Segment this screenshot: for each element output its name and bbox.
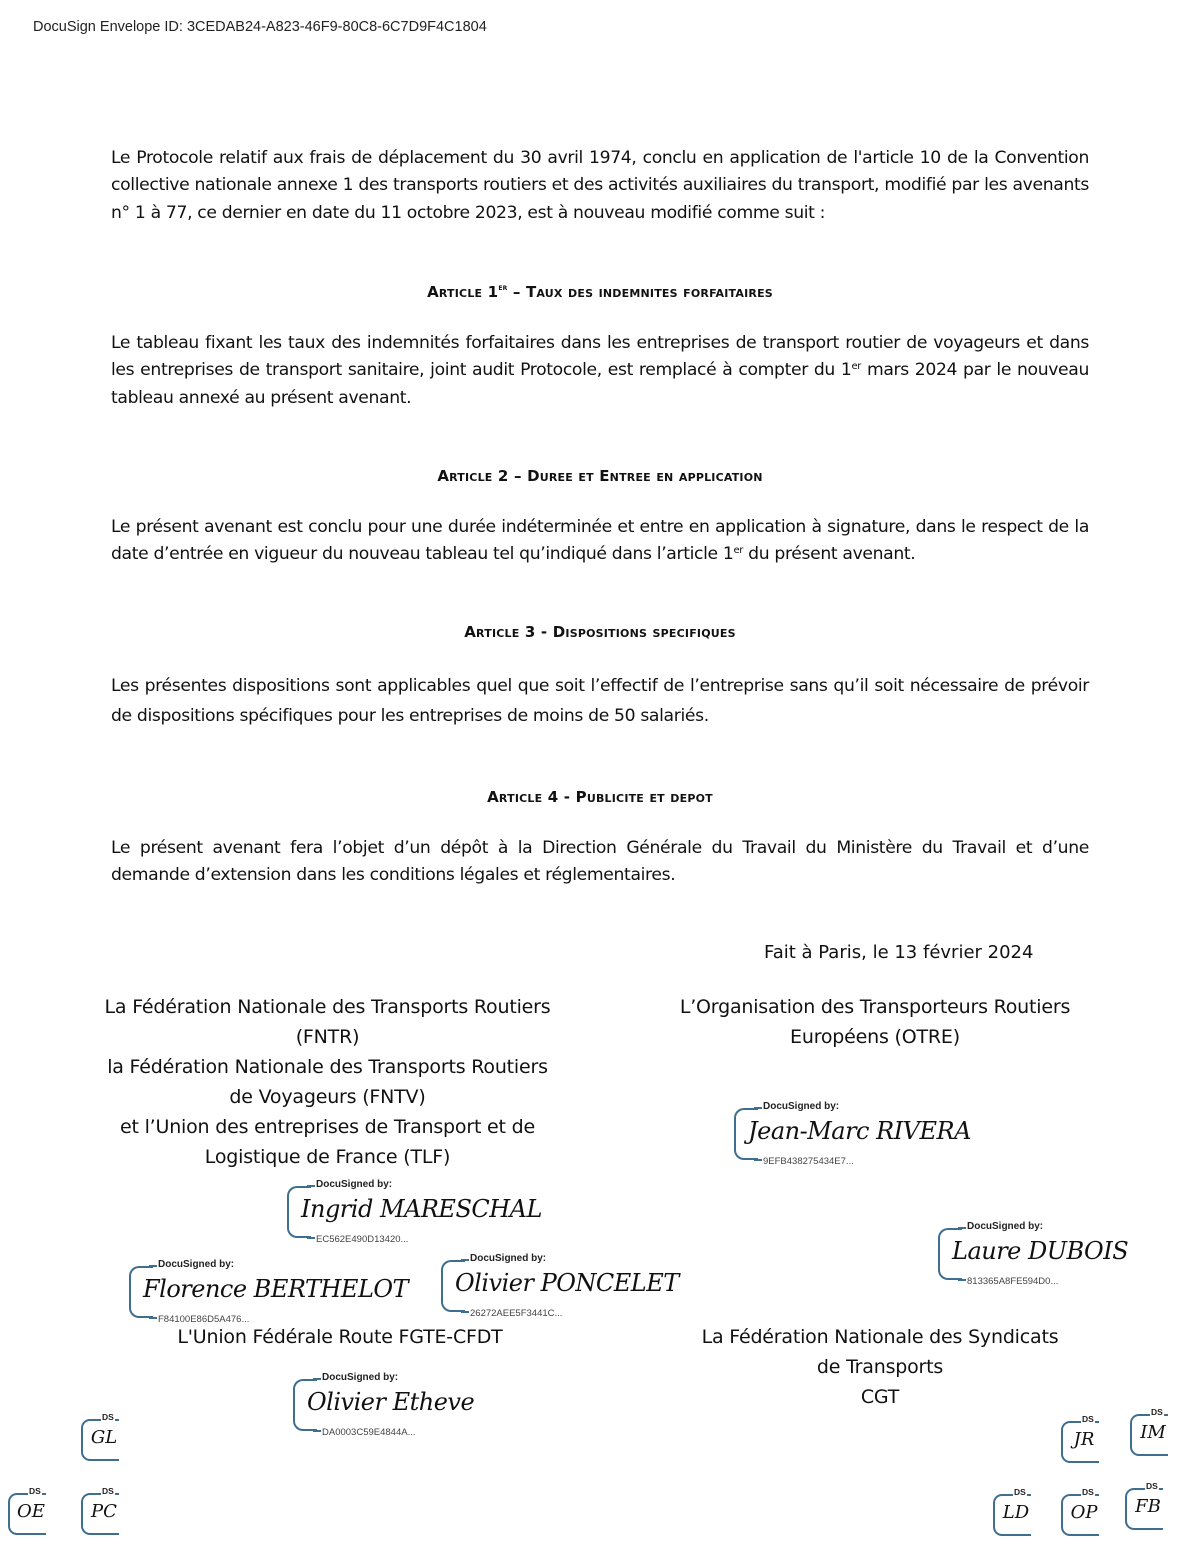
- initials-value: JR: [1073, 1429, 1095, 1450]
- intro-paragraph: Le Protocole relatif aux frais de déplacement du 30 avril 1974, conclu en application de l'article 10 de la Convention collective nationale annexe 1 des transports routiers et des activités auxiliaires du transport, modifié par les avenants n° 1 à 77, ce dernier en date du 11 octobre 2023, est à nouveau modifié comme suit :: [111, 148, 1089, 223]
- signature-name: Ingrid MARESCHAL: [301, 1195, 542, 1223]
- initials-value: IM: [1140, 1422, 1166, 1443]
- initials-label: DS: [1151, 1407, 1163, 1417]
- docusign-label: DocuSigned by:: [470, 1253, 547, 1264]
- signatory-cgt: [660, 1322, 1100, 1412]
- initials-label: DS: [102, 1412, 114, 1422]
- article-2-body-sup: er: [733, 545, 744, 557]
- signature-name: Olivier PONCELET: [455, 1269, 679, 1297]
- initials-value: FB: [1135, 1496, 1161, 1517]
- article-2-body-rest: du présent avenant.: [743, 544, 916, 565]
- signatory-line: La Fédération Nationale des Syndicats: [701, 1326, 1059, 1348]
- signature-hash: 813365A8FE594D0...: [967, 1276, 1059, 1287]
- signatory-line: Européens (OTRE): [790, 1026, 960, 1048]
- signatory-cfdt: L'Union Fédérale Route FGTE-CFDT: [177, 1326, 503, 1348]
- signatory-line: L’Organisation des Transporteurs Routiers: [679, 996, 1071, 1018]
- article-1-body-rest: mars 2024 par le nouveau tableau annexé au présent avenant.: [111, 360, 1090, 408]
- signatory-line: CGT: [860, 1386, 900, 1408]
- docusign-label: DocuSigned by:: [322, 1372, 399, 1383]
- initials-label: DS: [1082, 1487, 1094, 1497]
- initials-label: DS: [1014, 1487, 1026, 1497]
- initials-box-pc: [81, 1487, 125, 1535]
- initials-value: OP: [1070, 1502, 1098, 1523]
- article-1-body: [111, 330, 1089, 412]
- signature-name: Laure DUBOIS: [952, 1237, 1129, 1265]
- place-and-date: Fait à Paris, le 13 février 2024: [764, 942, 1034, 963]
- signatory-otre: [640, 992, 1110, 1052]
- initials-value: LD: [1002, 1502, 1030, 1523]
- docusign-label: DocuSigned by:: [967, 1221, 1044, 1232]
- initials-box-ld: [993, 1488, 1037, 1536]
- signatory-line: La Fédération Nationale des Transports Routiers: [104, 996, 551, 1018]
- docusign-label: DocuSigned by:: [763, 1101, 840, 1112]
- signatory-line: de Transports: [816, 1356, 944, 1378]
- docusign-signature-poncelet: [441, 1253, 679, 1319]
- article-2-body: [111, 514, 1089, 569]
- signature-hash: EC562E490D13420...: [316, 1234, 409, 1245]
- signature-hash: 26272AEE5F3441C...: [470, 1308, 563, 1319]
- initials-value: PC: [91, 1501, 117, 1522]
- signature-name: Florence BERTHELOT: [143, 1275, 409, 1303]
- signature-name: Olivier Etheve: [307, 1388, 475, 1416]
- article-1-body-sup: er: [851, 361, 862, 373]
- article-1-body-text: Le tableau fixant les taux des indemnités forfaitaires dans les entreprises de transport routier de voyageurs et dans les entreprises de transport sanitaire, joint audit Protocole, est remplacé à compter du 1: [111, 333, 1089, 381]
- docusign-label: DocuSigned by:: [158, 1259, 235, 1270]
- docusign-signature-etheve: [293, 1372, 475, 1438]
- initials-box-fb: [1125, 1482, 1169, 1530]
- initials-value: OE: [17, 1501, 45, 1522]
- initials-box-gl: [81, 1413, 125, 1461]
- docusign-envelope-id: DocuSign Envelope ID: 3CEDAB24-A823-46F9-80C8-6C7D9F4C1804: [33, 19, 487, 35]
- article-3-body: Les présentes dispositions sont applicables quel que soit l’effectif de l’entreprise sans qu’il soit nécessaire de prévoir de dispositions spécifiques pour les entreprises de moins de 50 salariés.: [111, 676, 1089, 726]
- article-1-heading: [111, 283, 1089, 301]
- article-1-heading-text: Article 1: [427, 283, 499, 301]
- signatory-line: et l’Union des entreprises de Transport et de: [120, 1116, 535, 1138]
- docusign-signature-mareschal: [287, 1179, 542, 1245]
- initials-box-oe: [8, 1487, 52, 1535]
- signatory-line: la Fédération Nationale des Transports Routiers: [107, 1056, 548, 1078]
- signatory-fntr-fntv-tlf: [70, 992, 585, 1172]
- docusign-signature-dubois: [938, 1221, 1129, 1287]
- signature-hash: F84100E86D5A476...: [158, 1314, 250, 1325]
- initials-box-jr: [1061, 1415, 1105, 1463]
- article-1-heading-sup: er: [498, 283, 508, 292]
- article-4-heading: Article 4 - Publicite et depot: [487, 788, 713, 806]
- signatory-line: Logistique de France (TLF): [204, 1146, 451, 1168]
- initials-label: DS: [29, 1486, 41, 1496]
- article-2-heading: Article 2 – Duree et Entree en application: [437, 467, 763, 485]
- article-1-heading-rest: – Taux des indemnites forfaitaires: [507, 283, 773, 301]
- docusign-label: DocuSigned by:: [316, 1179, 393, 1190]
- article-4-body: Le présent avenant fera l’objet d’un dépôt à la Direction Générale du Travail du Ministère du Travail et d’une demande d’extension dans les conditions légales et réglementaires.: [111, 838, 1089, 886]
- signature-name: Jean-Marc RIVERA: [748, 1117, 971, 1145]
- signatory-line: de Voyageurs (FNTV): [229, 1086, 426, 1108]
- article-3-heading: Article 3 - Dispositions specifiques: [464, 623, 736, 641]
- initials-label: DS: [1082, 1414, 1094, 1424]
- initials-box-op: [1061, 1488, 1105, 1536]
- initials-value: GL: [90, 1427, 118, 1448]
- docusign-signature-rivera: [734, 1101, 971, 1167]
- signature-hash: DA0003C59E4844A...: [322, 1427, 416, 1438]
- initials-box-im: [1130, 1408, 1174, 1456]
- signatory-line: (FNTR): [295, 1026, 360, 1048]
- initials-label: DS: [1146, 1481, 1158, 1491]
- initials-label: DS: [102, 1486, 114, 1496]
- docusign-signature-berthelot: [129, 1259, 409, 1325]
- article-2-body-text: Le présent avenant est conclu pour une durée indéterminée et entre en application à signature, dans le respect de la date d’entrée en vigueur du nouveau tableau tel qu’indiqué dans l’article 1: [111, 517, 1089, 565]
- signature-hash: 9EFB438275434E7...: [763, 1156, 854, 1167]
